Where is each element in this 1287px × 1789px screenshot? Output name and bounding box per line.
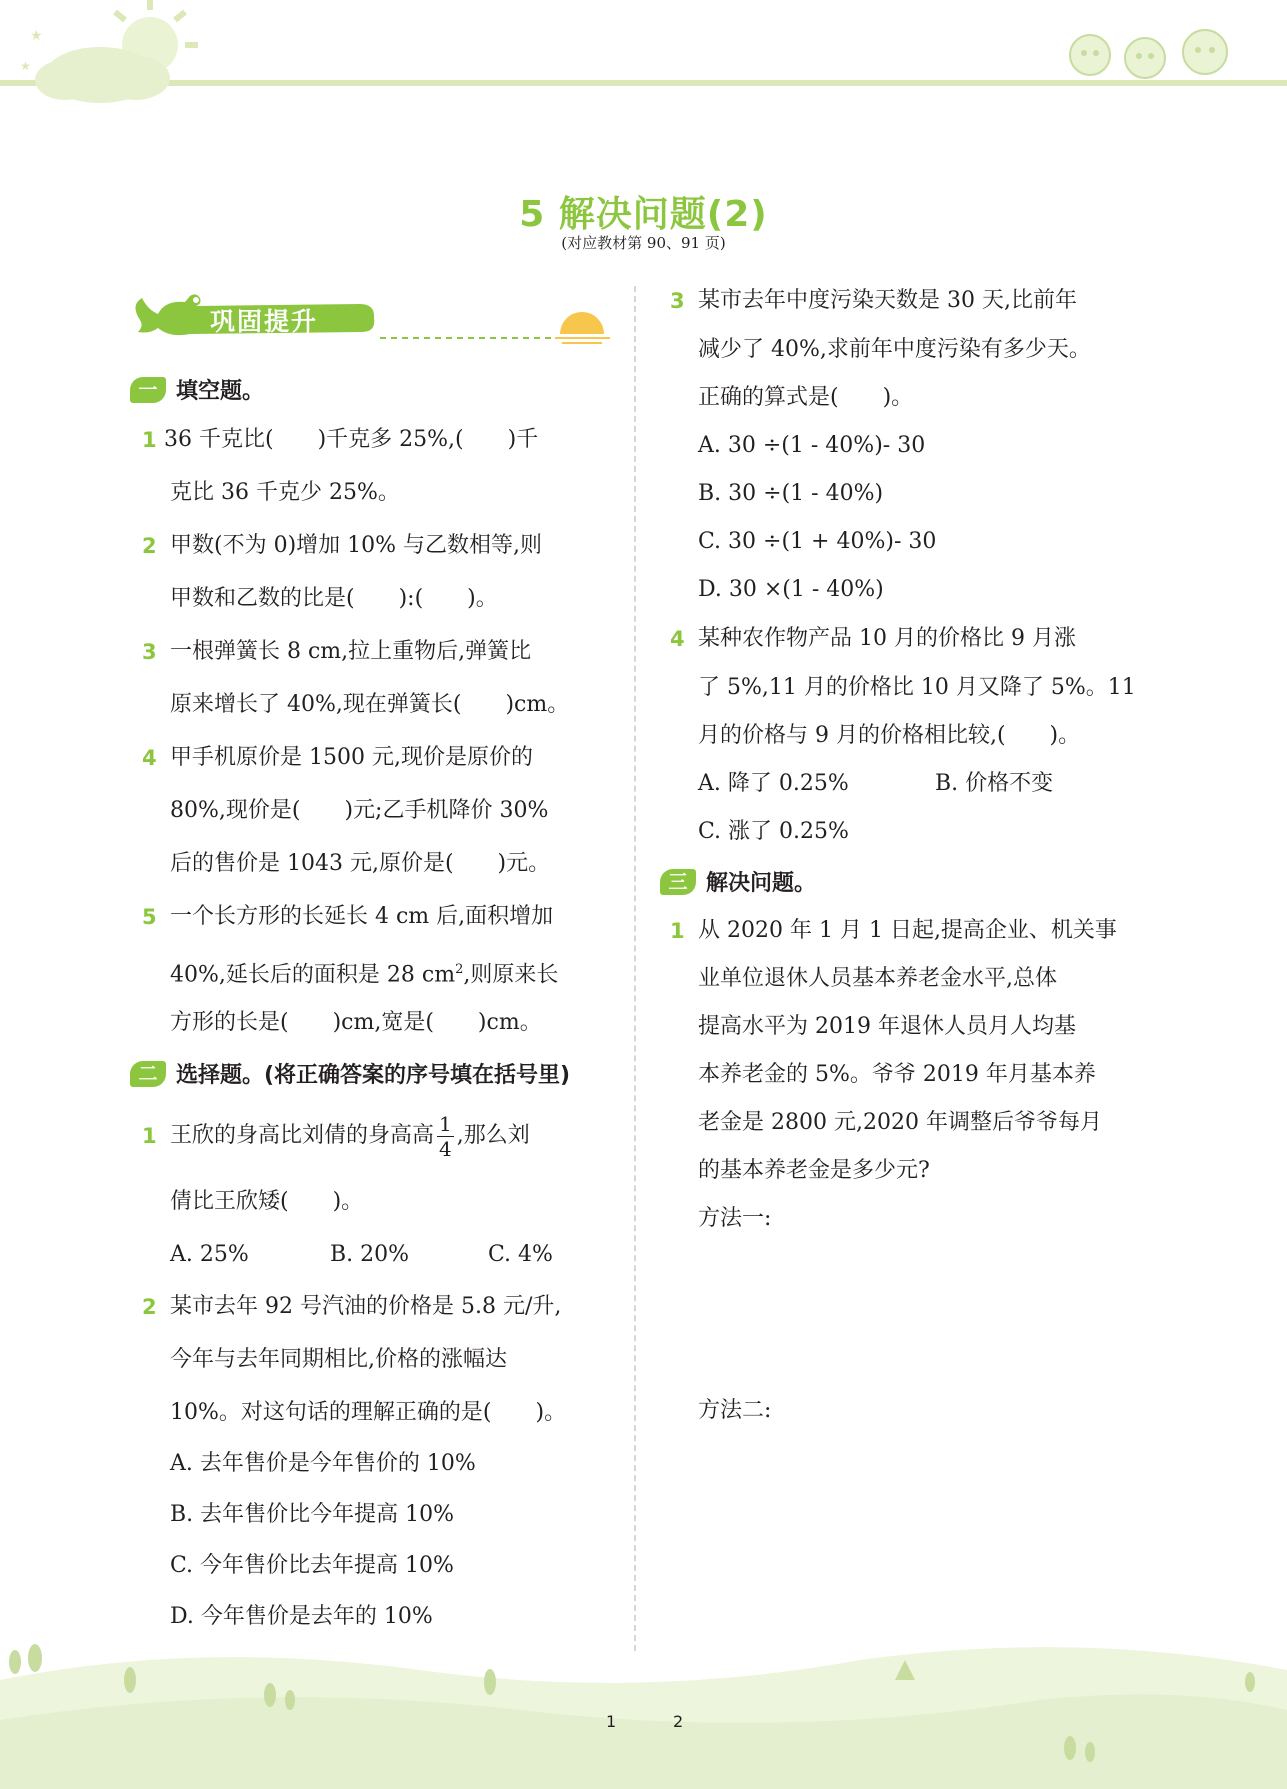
question-text: 老金是 2800 元,2020 年调整后爷爷每月 [698, 1110, 1102, 1135]
question-text: 的基本养老金是多少元? [698, 1158, 930, 1183]
fraction [437, 1111, 454, 1161]
question-text: 克比 36 千克少 25%。 [170, 480, 400, 505]
question-text: 本养老金的 5%。爷爷 2019 年月基本养 [698, 1062, 1096, 1087]
question-text: 甲数和乙数的比是( ):( )。 [170, 586, 498, 611]
page-title: 5 解决问题(2) [519, 194, 768, 235]
question-text: 甲手机原价是 1500 元,现价是原价的 [170, 745, 533, 770]
question-text: 80%,现价是( )元;乙手机降价 30% [170, 798, 549, 823]
question-text: 倩比王欣矮( )。 [170, 1189, 364, 1214]
question-number: 3 [142, 640, 157, 664]
question-text: 业单位退休人员基本养老金水平,总体 [698, 966, 1057, 991]
method-two-label: 方法二: [698, 1398, 772, 1423]
banner-label: 巩固提升 [210, 307, 319, 336]
section-label: 选择题。(将正确答案的序号填在括号里) [176, 1063, 571, 1088]
question-text: 一根弹簧长 8 cm,拉上重物后,弹簧比 [170, 639, 532, 664]
method-one-label: 方法一: [698, 1206, 772, 1231]
question-text: 后的售价是 1043 元,原价是( )元。 [170, 851, 551, 876]
question-number: 4 [142, 746, 157, 770]
question-text: 今年与去年同期相比,价格的涨幅达 [170, 1347, 507, 1372]
question-text: 减少了 40%,求前年中度污染有多少天。 [698, 337, 1091, 362]
section-choice [130, 1058, 570, 1089]
question-number: 1 [142, 1124, 157, 1148]
question-number: 2 [142, 1295, 157, 1319]
question-text: 原来增长了 40%,现在弹簧长( )cm。 [170, 692, 570, 717]
sun-cloud-decoration [0, 0, 220, 110]
question-number: 1 [142, 428, 157, 452]
section-label: 解决问题。 [706, 871, 817, 896]
section-solve [660, 866, 816, 897]
question-text: 正确的算式是( )。 [698, 385, 914, 410]
section-badge: 一 [130, 377, 166, 403]
page-number-left: 1 [606, 1712, 617, 1731]
question-text: 甲数(不为 0)增加 10% 与乙数相等,则 [170, 533, 543, 558]
question-text: 提高水平为 2019 年退休人员月人均基 [698, 1014, 1076, 1039]
text-run: 40%,延长后的面积是 28 cm [170, 962, 456, 988]
superscript: 2 [455, 962, 464, 977]
question-text [170, 955, 558, 990]
question-text: 从 2020 年 1 月 1 日起,提高企业、机关事 [698, 918, 1117, 943]
question-number: 3 [670, 289, 685, 313]
svg-text:★: ★ [20, 59, 31, 73]
option: A. 30 ÷(1 - 40%)- 30 [698, 433, 926, 458]
section-banner [130, 290, 610, 346]
question-text: 某种农作物产品 10 月的价格比 9 月涨 [698, 626, 1076, 651]
page-subtitle: (对应教材第 90、91 页) [561, 234, 726, 252]
question-text: 某市去年 92 号汽油的价格是 5.8 元/升, [170, 1294, 562, 1319]
question-text: 36 千克比( )千克多 25%,( )千 [164, 427, 539, 452]
text-run: ,那么刘 [456, 1123, 530, 1148]
text-run: ,则原来长 [463, 962, 559, 988]
hills-decoration [0, 1640, 1287, 1789]
question-number: 2 [142, 534, 157, 558]
question-number: 5 [142, 905, 157, 929]
question-number: 1 [670, 919, 685, 943]
page-number-right: 2 [673, 1712, 684, 1731]
column-divider [634, 286, 636, 1651]
option: D. 今年售价是去年的 10% [170, 1604, 433, 1629]
section-badge: 二 [130, 1061, 166, 1087]
question-text: 月的价格与 9 月的价格相比较,( )。 [698, 723, 1081, 748]
question-text: 方形的长是( )cm,宽是( )cm。 [170, 1010, 542, 1035]
question-number: 4 [670, 627, 685, 651]
option: A. 25% [170, 1242, 249, 1267]
question-text: 一个长方形的长延长 4 cm 后,面积增加 [170, 904, 554, 929]
animal-friends-decoration [1060, 20, 1260, 85]
question-text: 10%。对这句话的理解正确的是( )。 [170, 1400, 567, 1425]
option: C. 4% [488, 1242, 553, 1267]
question-text: 了 5%,11 月的价格比 10 月又降了 5%。11 [698, 675, 1136, 700]
option: B. 价格不变 [935, 771, 1054, 796]
option: C. 今年售价比去年提高 10% [170, 1553, 454, 1578]
svg-text:★: ★ [30, 28, 43, 44]
option: A. 去年售价是今年售价的 10% [170, 1451, 476, 1476]
text-run: 王欣的身高比刘倩的身高高 [170, 1123, 435, 1148]
option: C. 涨了 0.25% [698, 819, 849, 844]
fraction-numerator: 1 [439, 1111, 452, 1136]
fraction-denominator: 4 [439, 1136, 452, 1161]
question-text [170, 1106, 530, 1166]
option: B. 20% [330, 1242, 410, 1267]
section-fill-blank [130, 374, 264, 405]
section-label: 填空题。 [176, 379, 265, 404]
option: A. 降了 0.25% [698, 771, 849, 796]
option: B. 去年售价比今年提高 10% [170, 1502, 455, 1527]
option: B. 30 ÷(1 - 40%) [698, 481, 884, 506]
option: C. 30 ÷(1 + 40%)- 30 [698, 529, 937, 554]
question-text: 某市去年中度污染天数是 30 天,比前年 [698, 288, 1077, 313]
option: D. 30 ×(1 - 40%) [698, 577, 884, 602]
section-badge: 三 [660, 869, 696, 895]
